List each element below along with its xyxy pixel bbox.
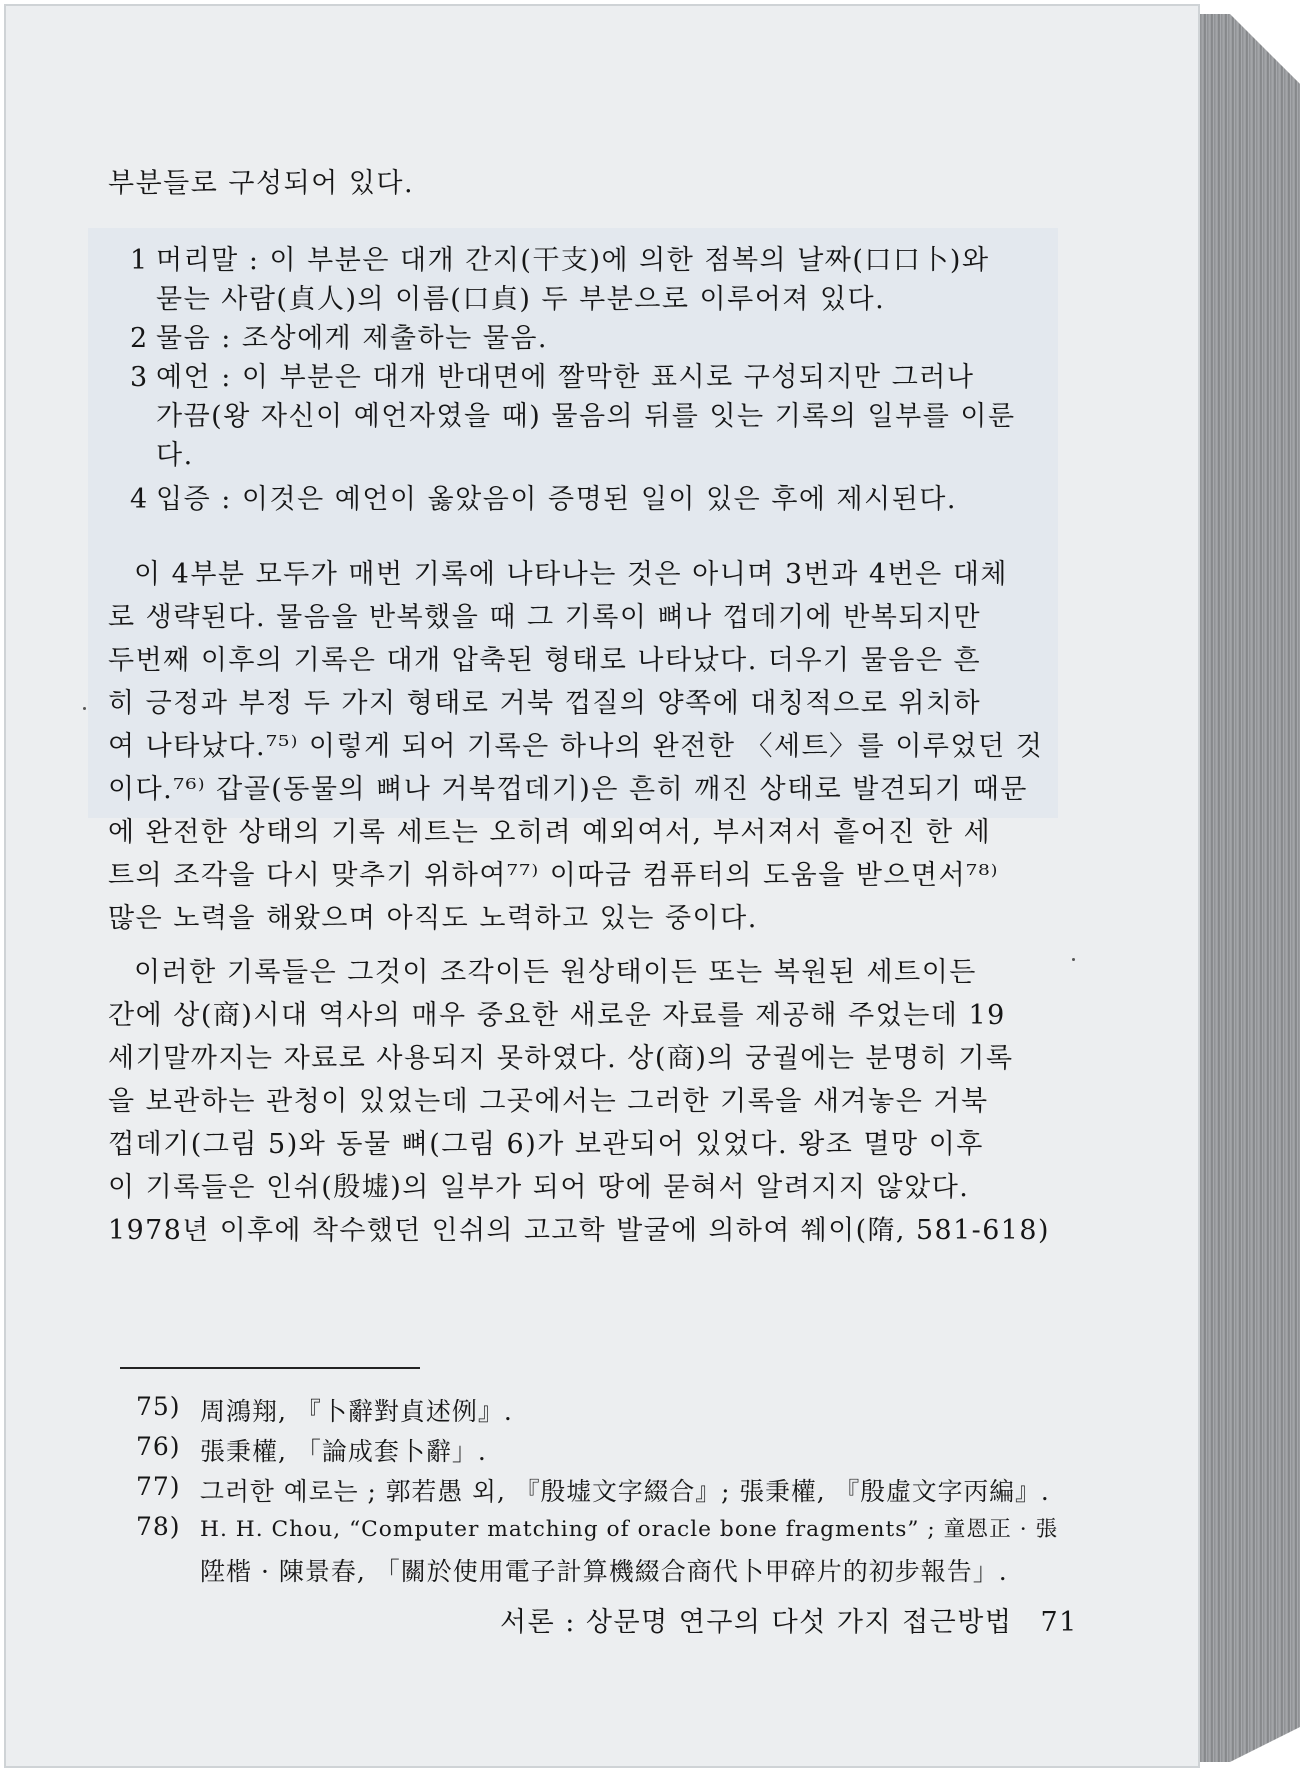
list-line: 예언 : 이 부분은 대개 반대면에 짤막한 표시로 구성되지만 그러나 (156, 362, 975, 393)
paragraph-line: 간에 상(商)시대 역사의 매우 중요한 새로운 자료를 제공해 주었는데 19 (108, 1000, 1006, 1031)
footnote-text: 周鴻翔, 『卜辭對貞述例』. (200, 1397, 513, 1426)
list-line: 물음 : 조상에게 제출하는 물음. (156, 323, 548, 354)
paragraph-line: 트의 조각을 다시 맞추기 위하여⁷⁷⁾ 이따금 컴퓨터의 도움을 받으면서⁷⁸⁾ (108, 860, 999, 891)
footnote-text: H. H. Chou, “Computer matching of oracle bone fragments” ; 童恩正 · 張 (200, 1517, 1059, 1542)
speck (83, 707, 86, 710)
paragraph-line: 이 4부분 모두가 매번 기록에 나타나는 것은 아니며 3번과 4번은 대체 (134, 559, 1008, 590)
paragraph-line: 두번째 이후의 기록은 대개 압축된 형태로 나타났다. 더우기 물음은 흔 (108, 645, 982, 676)
running-footer-title: 서론 : 상문명 연구의 다섯 가지 접근방법 (500, 1607, 1013, 1638)
paragraph-line: 여 나타났다.⁷⁵⁾ 이렇게 되어 기록은 하나의 완전한 〈세트〉를 이루었던 것 (108, 731, 1044, 762)
footnote-number: 76) (136, 1432, 181, 1461)
paragraph-line: 껍데기(그림 5)와 동물 뼈(그림 6)가 보관되어 있었다. 왕조 멸망 이후 (108, 1129, 984, 1160)
paragraph-line: 1978년 이후에 착수했던 인쉬의 고고학 발굴에 의하여 쒜이(隋, 581-618) (108, 1215, 1050, 1246)
speck (1072, 958, 1075, 961)
paragraph-line: 많은 노력을 해왔으며 아직도 노력하고 있는 중이다. (108, 903, 758, 934)
page-edges (1200, 14, 1300, 1762)
list-line: 가끔(왕 자신이 예언자였을 때) 물음의 뒤를 잇는 기록의 일부를 이룬 (156, 401, 1016, 432)
footnote-number: 77) (136, 1472, 181, 1501)
list-line: 머리말 : 이 부분은 대개 간지(干支)에 의한 점복의 날짜(口口卜)와 (156, 245, 990, 276)
list-line: 묻는 사람(貞人)의 이름(口貞) 두 부분으로 이루어져 있다. (156, 284, 886, 315)
list-number: 1 (130, 245, 149, 276)
footnote-rule (120, 1367, 420, 1369)
list-number: 3 (130, 362, 149, 393)
list-number: 2 (130, 323, 149, 354)
paragraph-line: 에 완전한 상태의 기록 세트는 오히려 예외여서, 부서져서 흩어진 한 세 (108, 817, 992, 848)
paragraph-line: 이다.⁷⁶⁾ 갑골(동물의 뼈나 거북껍데기)은 흔히 깨진 상태로 발견되기 때문 (108, 774, 1028, 805)
list-line: 입증 : 이것은 예언이 옳았음이 증명된 일이 있은 후에 제시된다. (156, 484, 957, 515)
list-number: 4 (130, 484, 149, 515)
running-footer (500, 1600, 1078, 1639)
footnote-number: 75) (136, 1392, 181, 1421)
intro-line: 부분들로 구성되어 있다. (108, 168, 415, 199)
paragraph-line: 이 기록들은 인쉬(殷墟)의 일부가 되어 땅에 묻혀서 알려지지 않았다. (108, 1172, 970, 1203)
footnote-text: 그러한 예로는 ; 郭若愚 외, 『殷墟文字綴合』; 張秉權, 『殷虛文字丙編』. (200, 1477, 1050, 1506)
footnote-text: 陞楷 · 陳景春, 「關於使用電子計算機綴合商代卜甲碎片的初步報告」. (200, 1557, 1008, 1586)
paragraph-line: 세기말까지는 자료로 사용되지 못하였다. 상(商)의 궁궐에는 분명히 기록 (108, 1043, 1014, 1074)
paragraph-line: 로 생략된다. 물음을 반복했을 때 그 기록이 뼈나 껍데기에 반복되지만 (108, 602, 982, 633)
page-number: 71 (1040, 1607, 1078, 1638)
paragraph-line: 이러한 기록들은 그것이 조각이든 원상태이든 또는 복원된 세트이든 (134, 957, 977, 988)
paragraph-line: 을 보관하는 관청이 있었는데 그곳에서는 그러한 기록을 새겨놓은 거북 (108, 1086, 989, 1117)
footnote-text: 張秉權, 「論成套卜辭」. (200, 1437, 487, 1466)
paragraph-line: 히 긍정과 부정 두 가지 형태로 거북 껍질의 양쪽에 대칭적으로 위치하 (108, 688, 982, 719)
footnote-number: 78) (136, 1512, 181, 1541)
list-line: 다. (156, 440, 194, 471)
